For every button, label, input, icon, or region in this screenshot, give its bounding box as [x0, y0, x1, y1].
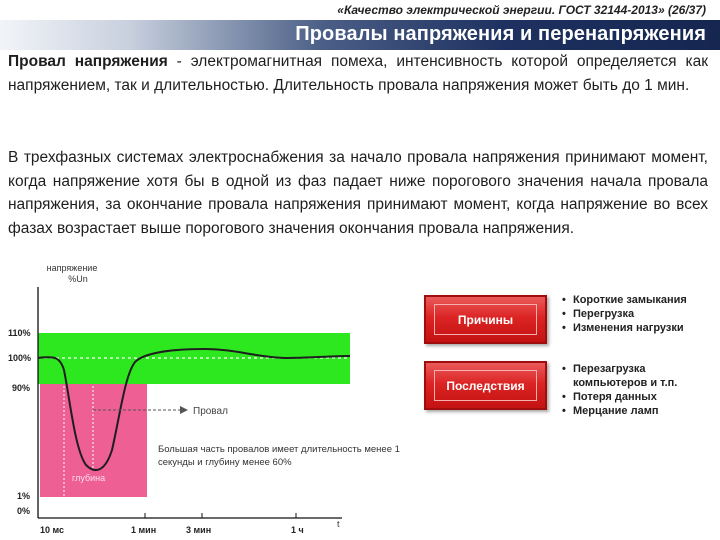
x-tick-1min: 1 мин: [131, 525, 157, 535]
list-item: • Перезагрузка компьютеров и т.п.: [562, 363, 678, 389]
list-item: • Изменения нагрузки: [562, 322, 684, 334]
title-bar: [0, 20, 720, 50]
x-axis-label: t: [337, 519, 340, 529]
y-tick-90: 90%: [12, 383, 31, 393]
note-line-1: Большая часть провалов имеет длительность менее 1: [158, 444, 400, 455]
list-item: • Перегрузка: [562, 308, 635, 320]
causes-box: [424, 295, 547, 344]
bullet-icon: •: [562, 405, 566, 417]
x-tick-1h: 1 ч: [291, 525, 304, 535]
definition-paragraph: [8, 50, 708, 97]
bullet-icon: •: [562, 363, 566, 375]
consequences-box: [424, 361, 547, 410]
x-tick-10ms: 10 мс: [40, 525, 65, 535]
defined-term: Провал напряжения: [8, 53, 168, 70]
bullet-icon: •: [562, 322, 566, 334]
slide-caption: «Качество электрической энергии. ГОСТ 32144-2013» (26/37): [337, 3, 706, 17]
list-item: • Потеря данных: [562, 391, 657, 403]
list-item: • Мерцание ламп: [562, 405, 659, 417]
y-axis-unit: %Un: [68, 274, 88, 284]
y-tick-1: 1%: [17, 491, 31, 501]
y-tick-110: 110%: [8, 328, 31, 338]
causes-label: Причины: [457, 312, 514, 327]
slide-title: Провалы напряжения и перенапряжения: [295, 23, 706, 45]
bullet-icon: •: [562, 294, 566, 306]
consequences-list: [562, 362, 692, 418]
dip-label: Провал: [193, 406, 228, 417]
consequences-label: Последствия: [446, 378, 525, 393]
bullet-icon: •: [562, 308, 566, 320]
definition-text: - электромагнитная помеха, интенсивность которой определяется как напряжением, так и длительностью. Длительность провала напряжения может быть до 1 мин.: [8, 53, 708, 94]
y-axis-title: напряжение: [46, 263, 98, 273]
note-line-2: секунды и глубину менее 60%: [158, 457, 292, 468]
dip-arrow-head: [180, 406, 188, 414]
y-tick-100: 100%: [8, 353, 32, 363]
bullet-icon: •: [562, 391, 566, 403]
depth-label: глубина: [72, 473, 106, 483]
x-tick-3min: 3 мин: [186, 525, 212, 535]
list-item: • Короткие замыкания: [562, 294, 687, 306]
causes-list: [562, 293, 687, 335]
three-phase-paragraph: В трехфазных системах электроснабжения за начало провала напряжения принимают момент, когда напряжение хотя бы в одной из фаз падает ниже порогового значения начала провала напряжения, за окончание провала напряжения принимают момент, когда напряжение во всех фазах возрастает выше порогового значения окончания провала напряжения.: [8, 149, 708, 237]
y-tick-0: 0%: [17, 506, 31, 516]
